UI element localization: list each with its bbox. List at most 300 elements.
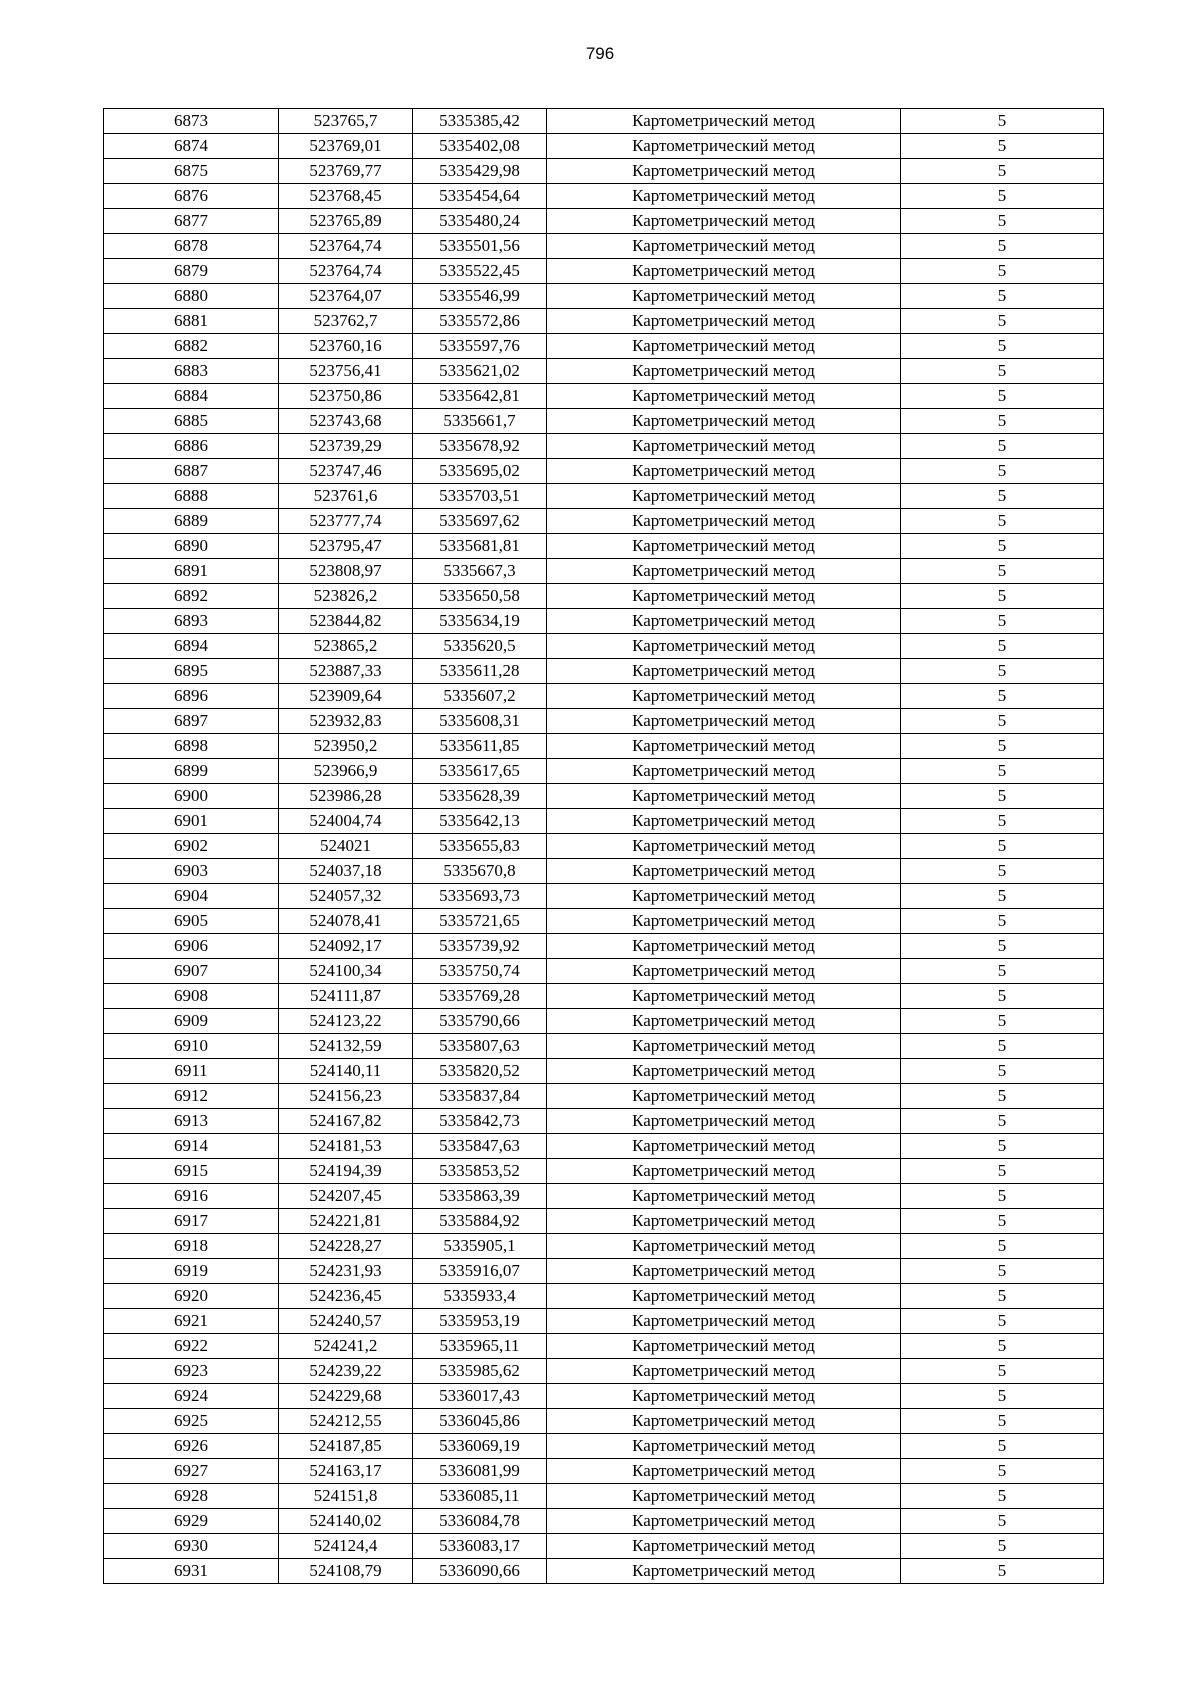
table-row (104, 384, 1104, 409)
accuracy-cell: 5 (901, 1484, 1104, 1509)
y-coordinate-cell: 5335695,02 (413, 459, 547, 484)
point-number-cell: 6900 (104, 784, 279, 809)
y-coordinate-cell: 5335607,2 (413, 684, 547, 709)
method-cell: Картометрический метод (547, 784, 901, 809)
x-coordinate-cell: 523768,45 (279, 184, 413, 209)
point-number-cell: 6879 (104, 259, 279, 284)
y-coordinate-cell: 5335611,28 (413, 659, 547, 684)
accuracy-cell: 5 (901, 1459, 1104, 1484)
table-row (104, 1059, 1104, 1084)
table-row (104, 1159, 1104, 1184)
x-coordinate-cell: 523764,74 (279, 259, 413, 284)
method-cell: Картометрический метод (547, 509, 901, 534)
method-cell: Картометрический метод (547, 584, 901, 609)
y-coordinate-cell: 5335385,42 (413, 109, 547, 134)
table-row (104, 359, 1104, 384)
accuracy-cell: 5 (901, 1034, 1104, 1059)
method-cell: Картометрический метод (547, 1259, 901, 1284)
table-row (104, 484, 1104, 509)
point-number-cell: 6912 (104, 1084, 279, 1109)
y-coordinate-cell: 5335703,51 (413, 484, 547, 509)
x-coordinate-cell: 523986,28 (279, 784, 413, 809)
point-number-cell: 6905 (104, 909, 279, 934)
table-row (104, 1384, 1104, 1409)
y-coordinate-cell: 5335608,31 (413, 709, 547, 734)
table-row (104, 984, 1104, 1009)
accuracy-cell: 5 (901, 1059, 1104, 1084)
method-cell: Картометрический метод (547, 409, 901, 434)
table-row (104, 1434, 1104, 1459)
accuracy-cell: 5 (901, 109, 1104, 134)
method-cell: Картометрический метод (547, 1559, 901, 1584)
x-coordinate-cell: 523865,2 (279, 634, 413, 659)
table-row (104, 434, 1104, 459)
x-coordinate-cell: 523756,41 (279, 359, 413, 384)
table-row (104, 559, 1104, 584)
method-cell: Картометрический метод (547, 1459, 901, 1484)
accuracy-cell: 5 (901, 509, 1104, 534)
point-number-cell: 6901 (104, 809, 279, 834)
y-coordinate-cell: 5336084,78 (413, 1509, 547, 1534)
accuracy-cell: 5 (901, 334, 1104, 359)
x-coordinate-cell: 524241,2 (279, 1334, 413, 1359)
table-row (104, 1184, 1104, 1209)
y-coordinate-cell: 5335678,92 (413, 434, 547, 459)
x-coordinate-cell: 523795,47 (279, 534, 413, 559)
x-coordinate-cell: 524123,22 (279, 1009, 413, 1034)
method-cell: Картометрический метод (547, 1209, 901, 1234)
table-row (104, 184, 1104, 209)
accuracy-cell: 5 (901, 159, 1104, 184)
y-coordinate-cell: 5335655,83 (413, 834, 547, 859)
x-coordinate-cell: 524111,87 (279, 984, 413, 1009)
point-number-cell: 6922 (104, 1334, 279, 1359)
accuracy-cell: 5 (901, 1384, 1104, 1409)
x-coordinate-cell: 523844,82 (279, 609, 413, 634)
accuracy-cell: 5 (901, 809, 1104, 834)
method-cell: Картометрический метод (547, 109, 901, 134)
method-cell: Картометрический метод (547, 1109, 901, 1134)
coordinates-table-body (104, 109, 1104, 1584)
accuracy-cell: 5 (901, 1359, 1104, 1384)
accuracy-cell: 5 (901, 1309, 1104, 1334)
point-number-cell: 6875 (104, 159, 279, 184)
accuracy-cell: 5 (901, 1259, 1104, 1284)
y-coordinate-cell: 5335750,74 (413, 959, 547, 984)
table-row (104, 459, 1104, 484)
method-cell: Картометрический метод (547, 909, 901, 934)
method-cell: Картометрический метод (547, 859, 901, 884)
point-number-cell: 6883 (104, 359, 279, 384)
point-number-cell: 6894 (104, 634, 279, 659)
y-coordinate-cell: 5335697,62 (413, 509, 547, 534)
x-coordinate-cell: 524207,45 (279, 1184, 413, 1209)
table-row (104, 684, 1104, 709)
table-row (104, 309, 1104, 334)
y-coordinate-cell: 5335721,65 (413, 909, 547, 934)
accuracy-cell: 5 (901, 459, 1104, 484)
point-number-cell: 6904 (104, 884, 279, 909)
method-cell: Картометрический метод (547, 759, 901, 784)
table-row (104, 884, 1104, 909)
point-number-cell: 6915 (104, 1159, 279, 1184)
x-coordinate-cell: 524151,8 (279, 1484, 413, 1509)
method-cell: Картометрический метод (547, 1184, 901, 1209)
method-cell: Картометрический метод (547, 559, 901, 584)
accuracy-cell: 5 (901, 234, 1104, 259)
method-cell: Картометрический метод (547, 1509, 901, 1534)
method-cell: Картометрический метод (547, 1134, 901, 1159)
accuracy-cell: 5 (901, 584, 1104, 609)
point-number-cell: 6923 (104, 1359, 279, 1384)
y-coordinate-cell: 5336083,17 (413, 1534, 547, 1559)
accuracy-cell: 5 (901, 184, 1104, 209)
x-coordinate-cell: 523761,6 (279, 484, 413, 509)
x-coordinate-cell: 524057,32 (279, 884, 413, 909)
accuracy-cell: 5 (901, 859, 1104, 884)
table-row (104, 109, 1104, 134)
point-number-cell: 6916 (104, 1184, 279, 1209)
table-row (104, 1034, 1104, 1059)
method-cell: Картометрический метод (547, 484, 901, 509)
y-coordinate-cell: 5335522,45 (413, 259, 547, 284)
accuracy-cell: 5 (901, 559, 1104, 584)
y-coordinate-cell: 5335953,19 (413, 1309, 547, 1334)
y-coordinate-cell: 5336045,86 (413, 1409, 547, 1434)
method-cell: Картометрический метод (547, 234, 901, 259)
accuracy-cell: 5 (901, 209, 1104, 234)
table-row (104, 1334, 1104, 1359)
point-number-cell: 6880 (104, 284, 279, 309)
point-number-cell: 6908 (104, 984, 279, 1009)
method-cell: Картометрический метод (547, 134, 901, 159)
table-row (104, 1459, 1104, 1484)
accuracy-cell: 5 (901, 384, 1104, 409)
x-coordinate-cell: 523762,7 (279, 309, 413, 334)
table-row (104, 259, 1104, 284)
method-cell: Картометрический метод (547, 1534, 901, 1559)
point-number-cell: 6899 (104, 759, 279, 784)
table-row (104, 159, 1104, 184)
point-number-cell: 6884 (104, 384, 279, 409)
table-row (104, 909, 1104, 934)
method-cell: Картометрический метод (547, 284, 901, 309)
x-coordinate-cell: 524124,4 (279, 1534, 413, 1559)
point-number-cell: 6903 (104, 859, 279, 884)
point-number-cell: 6873 (104, 109, 279, 134)
point-number-cell: 6897 (104, 709, 279, 734)
method-cell: Картометрический метод (547, 684, 901, 709)
y-coordinate-cell: 5335480,24 (413, 209, 547, 234)
y-coordinate-cell: 5335572,86 (413, 309, 547, 334)
y-coordinate-cell: 5335642,81 (413, 384, 547, 409)
method-cell: Картометрический метод (547, 159, 901, 184)
y-coordinate-cell: 5335739,92 (413, 934, 547, 959)
accuracy-cell: 5 (901, 1534, 1104, 1559)
accuracy-cell: 5 (901, 1084, 1104, 1109)
y-coordinate-cell: 5335611,85 (413, 734, 547, 759)
y-coordinate-cell: 5335650,58 (413, 584, 547, 609)
accuracy-cell: 5 (901, 284, 1104, 309)
table-row (104, 1359, 1104, 1384)
accuracy-cell: 5 (901, 1559, 1104, 1584)
table-row (104, 409, 1104, 434)
table-row (104, 959, 1104, 984)
y-coordinate-cell: 5336081,99 (413, 1459, 547, 1484)
method-cell: Картометрический метод (547, 809, 901, 834)
table-row (104, 1509, 1104, 1534)
y-coordinate-cell: 5335847,63 (413, 1134, 547, 1159)
accuracy-cell: 5 (901, 1334, 1104, 1359)
method-cell: Картометрический метод (547, 309, 901, 334)
method-cell: Картометрический метод (547, 1059, 901, 1084)
accuracy-cell: 5 (901, 1234, 1104, 1259)
method-cell: Картометрический метод (547, 259, 901, 284)
table-row (104, 134, 1104, 159)
x-coordinate-cell: 524212,55 (279, 1409, 413, 1434)
point-number-cell: 6888 (104, 484, 279, 509)
y-coordinate-cell: 5335628,39 (413, 784, 547, 809)
point-number-cell: 6878 (104, 234, 279, 259)
point-number-cell: 6889 (104, 509, 279, 534)
point-number-cell: 6895 (104, 659, 279, 684)
x-coordinate-cell: 524229,68 (279, 1384, 413, 1409)
method-cell: Картометрический метод (547, 959, 901, 984)
x-coordinate-cell: 523743,68 (279, 409, 413, 434)
method-cell: Картометрический метод (547, 434, 901, 459)
x-coordinate-cell: 523764,74 (279, 234, 413, 259)
accuracy-cell: 5 (901, 359, 1104, 384)
table-row (104, 659, 1104, 684)
point-number-cell: 6885 (104, 409, 279, 434)
table-row (104, 584, 1104, 609)
point-number-cell: 6926 (104, 1434, 279, 1459)
table-row (104, 1559, 1104, 1584)
y-coordinate-cell: 5335667,3 (413, 559, 547, 584)
point-number-cell: 6907 (104, 959, 279, 984)
method-cell: Картометрический метод (547, 1484, 901, 1509)
point-number-cell: 6931 (104, 1559, 279, 1584)
table-row (104, 1484, 1104, 1509)
y-coordinate-cell: 5335820,52 (413, 1059, 547, 1084)
table-row (104, 759, 1104, 784)
accuracy-cell: 5 (901, 1159, 1104, 1184)
y-coordinate-cell: 5335661,7 (413, 409, 547, 434)
y-coordinate-cell: 5336017,43 (413, 1384, 547, 1409)
method-cell: Картометрический метод (547, 734, 901, 759)
point-number-cell: 6910 (104, 1034, 279, 1059)
method-cell: Картометрический метод (547, 984, 901, 1009)
x-coordinate-cell: 524181,53 (279, 1134, 413, 1159)
x-coordinate-cell: 524221,81 (279, 1209, 413, 1234)
table-row (104, 1109, 1104, 1134)
x-coordinate-cell: 523777,74 (279, 509, 413, 534)
point-number-cell: 6893 (104, 609, 279, 634)
method-cell: Картометрический метод (547, 834, 901, 859)
table-row (104, 609, 1104, 634)
accuracy-cell: 5 (901, 484, 1104, 509)
point-number-cell: 6898 (104, 734, 279, 759)
accuracy-cell: 5 (901, 1434, 1104, 1459)
x-coordinate-cell: 523769,01 (279, 134, 413, 159)
x-coordinate-cell: 524187,85 (279, 1434, 413, 1459)
point-number-cell: 6882 (104, 334, 279, 359)
accuracy-cell: 5 (901, 409, 1104, 434)
x-coordinate-cell: 523739,29 (279, 434, 413, 459)
y-coordinate-cell: 5335985,62 (413, 1359, 547, 1384)
method-cell: Картометрический метод (547, 184, 901, 209)
accuracy-cell: 5 (901, 909, 1104, 934)
accuracy-cell: 5 (901, 634, 1104, 659)
accuracy-cell: 5 (901, 309, 1104, 334)
method-cell: Картометрический метод (547, 534, 901, 559)
method-cell: Картометрический метод (547, 709, 901, 734)
point-number-cell: 6906 (104, 934, 279, 959)
point-number-cell: 6909 (104, 1009, 279, 1034)
y-coordinate-cell: 5335769,28 (413, 984, 547, 1009)
x-coordinate-cell: 524021 (279, 834, 413, 859)
table-row (104, 1284, 1104, 1309)
method-cell: Картометрический метод (547, 934, 901, 959)
method-cell: Картометрический метод (547, 884, 901, 909)
table-row (104, 1134, 1104, 1159)
x-coordinate-cell: 524108,79 (279, 1559, 413, 1584)
table-row (104, 634, 1104, 659)
method-cell: Картометрический метод (547, 384, 901, 409)
accuracy-cell: 5 (901, 659, 1104, 684)
y-coordinate-cell: 5335670,8 (413, 859, 547, 884)
point-number-cell: 6890 (104, 534, 279, 559)
method-cell: Картометрический метод (547, 1009, 901, 1034)
table-row (104, 1259, 1104, 1284)
y-coordinate-cell: 5335905,1 (413, 1234, 547, 1259)
method-cell: Картометрический метод (547, 459, 901, 484)
y-coordinate-cell: 5335863,39 (413, 1184, 547, 1209)
accuracy-cell: 5 (901, 784, 1104, 809)
table-row (104, 859, 1104, 884)
point-number-cell: 6913 (104, 1109, 279, 1134)
x-coordinate-cell: 523966,9 (279, 759, 413, 784)
table-row (104, 284, 1104, 309)
method-cell: Картометрический метод (547, 1084, 901, 1109)
method-cell: Картометрический метод (547, 1309, 901, 1334)
y-coordinate-cell: 5335634,19 (413, 609, 547, 634)
x-coordinate-cell: 523950,2 (279, 734, 413, 759)
y-coordinate-cell: 5335916,07 (413, 1259, 547, 1284)
point-number-cell: 6919 (104, 1259, 279, 1284)
point-number-cell: 6896 (104, 684, 279, 709)
accuracy-cell: 5 (901, 1184, 1104, 1209)
y-coordinate-cell: 5335790,66 (413, 1009, 547, 1034)
y-coordinate-cell: 5335884,92 (413, 1209, 547, 1234)
table-row (104, 784, 1104, 809)
table-row (104, 709, 1104, 734)
x-coordinate-cell: 524132,59 (279, 1034, 413, 1059)
x-coordinate-cell: 524004,74 (279, 809, 413, 834)
point-number-cell: 6924 (104, 1384, 279, 1409)
accuracy-cell: 5 (901, 1134, 1104, 1159)
x-coordinate-cell: 524092,17 (279, 934, 413, 959)
accuracy-cell: 5 (901, 884, 1104, 909)
method-cell: Картометрический метод (547, 1409, 901, 1434)
table-row (104, 1309, 1104, 1334)
accuracy-cell: 5 (901, 434, 1104, 459)
point-number-cell: 6921 (104, 1309, 279, 1334)
method-cell: Картометрический метод (547, 1434, 901, 1459)
accuracy-cell: 5 (901, 1209, 1104, 1234)
point-number-cell: 6929 (104, 1509, 279, 1534)
x-coordinate-cell: 524078,41 (279, 909, 413, 934)
table-row (104, 809, 1104, 834)
table-row (104, 509, 1104, 534)
point-number-cell: 6925 (104, 1409, 279, 1434)
x-coordinate-cell: 523887,33 (279, 659, 413, 684)
y-coordinate-cell: 5335837,84 (413, 1084, 547, 1109)
method-cell: Картометрический метод (547, 1284, 901, 1309)
y-coordinate-cell: 5335597,76 (413, 334, 547, 359)
table-row (104, 534, 1104, 559)
point-number-cell: 6892 (104, 584, 279, 609)
table-row (104, 1009, 1104, 1034)
point-number-cell: 6891 (104, 559, 279, 584)
accuracy-cell: 5 (901, 1109, 1104, 1134)
x-coordinate-cell: 523765,89 (279, 209, 413, 234)
accuracy-cell: 5 (901, 934, 1104, 959)
table-row (104, 834, 1104, 859)
x-coordinate-cell: 523750,86 (279, 384, 413, 409)
y-coordinate-cell: 5335842,73 (413, 1109, 547, 1134)
table-row (104, 1409, 1104, 1434)
table-row (104, 734, 1104, 759)
x-coordinate-cell: 524100,34 (279, 959, 413, 984)
accuracy-cell: 5 (901, 684, 1104, 709)
method-cell: Картометрический метод (547, 659, 901, 684)
point-number-cell: 6927 (104, 1459, 279, 1484)
point-number-cell: 6911 (104, 1059, 279, 1084)
y-coordinate-cell: 5335621,02 (413, 359, 547, 384)
y-coordinate-cell: 5336090,66 (413, 1559, 547, 1584)
x-coordinate-cell: 523760,16 (279, 334, 413, 359)
y-coordinate-cell: 5335454,64 (413, 184, 547, 209)
x-coordinate-cell: 524231,93 (279, 1259, 413, 1284)
method-cell: Картометрический метод (547, 1034, 901, 1059)
accuracy-cell: 5 (901, 1284, 1104, 1309)
y-coordinate-cell: 5336069,19 (413, 1434, 547, 1459)
point-number-cell: 6887 (104, 459, 279, 484)
x-coordinate-cell: 524228,27 (279, 1234, 413, 1259)
x-coordinate-cell: 523769,77 (279, 159, 413, 184)
accuracy-cell: 5 (901, 534, 1104, 559)
y-coordinate-cell: 5335402,08 (413, 134, 547, 159)
point-number-cell: 6886 (104, 434, 279, 459)
point-number-cell: 6930 (104, 1534, 279, 1559)
method-cell: Картометрический метод (547, 209, 901, 234)
x-coordinate-cell: 524140,02 (279, 1509, 413, 1534)
point-number-cell: 6920 (104, 1284, 279, 1309)
x-coordinate-cell: 523808,97 (279, 559, 413, 584)
x-coordinate-cell: 524240,57 (279, 1309, 413, 1334)
point-number-cell: 6918 (104, 1234, 279, 1259)
x-coordinate-cell: 524156,23 (279, 1084, 413, 1109)
table-row (104, 1209, 1104, 1234)
method-cell: Картометрический метод (547, 1234, 901, 1259)
table-row (104, 1084, 1104, 1109)
y-coordinate-cell: 5335965,11 (413, 1334, 547, 1359)
y-coordinate-cell: 5335620,5 (413, 634, 547, 659)
method-cell: Картометрический метод (547, 1359, 901, 1384)
accuracy-cell: 5 (901, 134, 1104, 159)
method-cell: Картометрический метод (547, 334, 901, 359)
